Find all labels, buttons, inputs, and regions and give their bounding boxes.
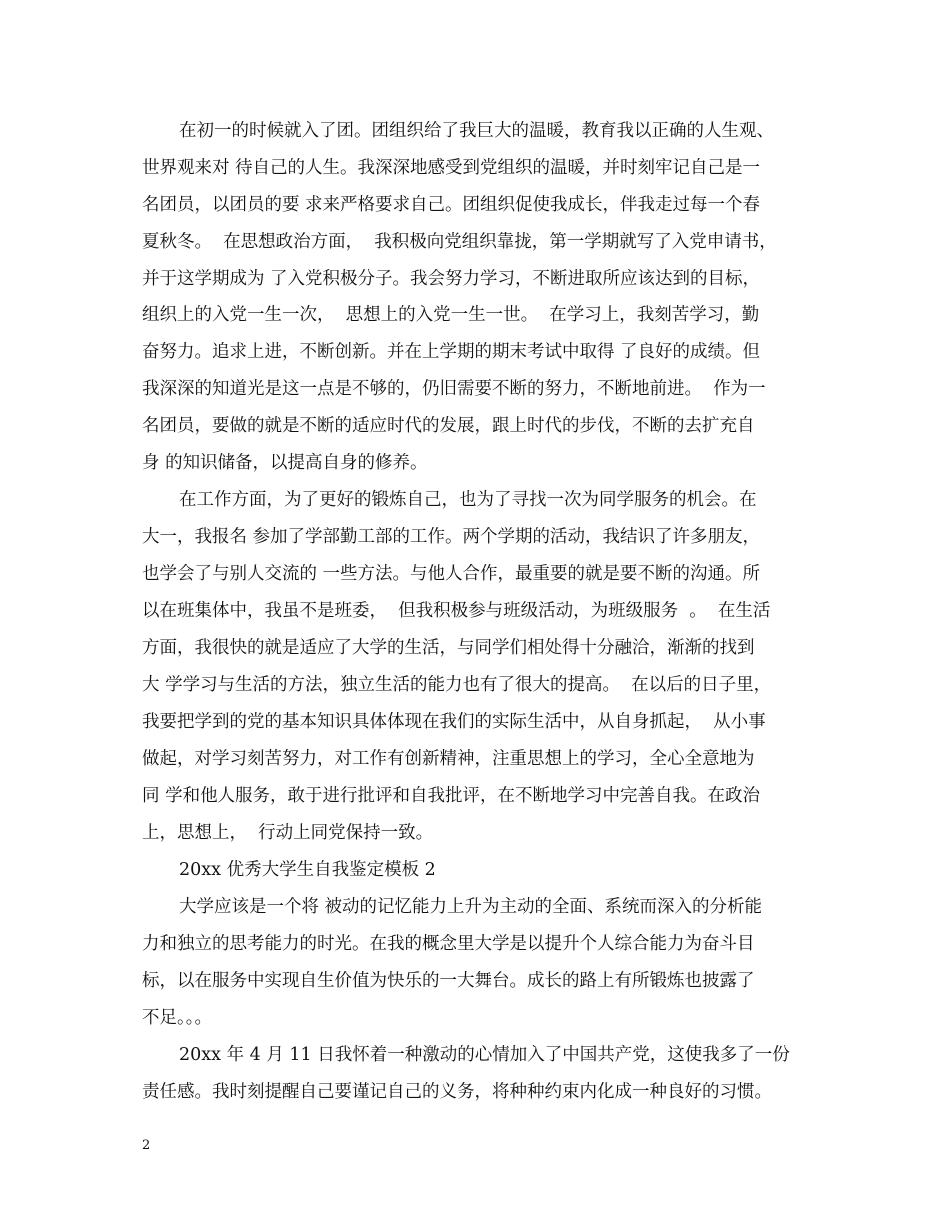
text-line: 我要把学到的党的基本知识具体体现在我们的实际生活中，从自身抓起， 从小事	[142, 712, 766, 732]
text-line: 在工作方面，为了更好的锻炼自己，也为了寻找一次为同学服务的机会。在	[179, 490, 757, 510]
text-line: 名团员，以团员的要 求来严格要求自己。团组织促使我成长，伴我走过每一个春	[142, 195, 761, 215]
text-line: 做起，对学习刻苦努力，对工作有创新精神，注重思想上的学习，全心全意地为	[142, 749, 755, 769]
text-line: 以在班集体中，我虽不是班委， 但我积极参与班级活动，为班级服务 。 在生活	[142, 601, 771, 621]
text-line: 不足。。。	[142, 1008, 212, 1028]
text-line: 我深深的知道光是这一点是不够的，仍旧需要不断的努力，不断地前进。 作为一	[142, 379, 766, 399]
text-line: 名团员，要做的就是不断的适应时代的发展，跟上时代的步伐，不断的去扩充自	[142, 416, 755, 436]
text-line: 世界观来对 待自己的人生。我深深地感受到党组织的温暖，并时刻牢记自己是一	[142, 158, 761, 178]
text-line: 力和独立的思考能力的时光。在我的概念里大学是以提升个人综合能力为奋斗目	[142, 934, 755, 954]
text-line: 身 的知识储备，以提高自身的修养。	[142, 453, 428, 473]
text-line: 组织上的入党一生一次， 思想上的入党一生一世。 在学习上，我刻苦学习，勤	[142, 305, 760, 325]
section-heading: 20xx 优秀大学生自我鉴定模板 2	[179, 860, 436, 880]
text-line: 大一，我报名 参加了学部勤工部的工作。两个学期的活动，我结识了许多朋友，	[142, 527, 761, 547]
text-line: 大 学学习与生活的方法，独立生活的能力也有了很大的提高。 在以后的日子里，	[142, 675, 772, 695]
text-line: 夏秋冬。 在思想政治方面， 我积极向党组织靠拢，第一学期就写了入党申请书，	[142, 232, 777, 252]
text-line: 责任感。我时刻提醒自己要谨记自己的义务，将种种约束内化成一种良好的习惯。	[142, 1082, 772, 1102]
text-line: 并于这学期成为 了入党积极分子。我会努力学习，不断进取所应该达到的目标，	[142, 269, 761, 289]
text-line: 也学会了与别人交流的 一些方法。与他人合作，最重要的就是要不断的沟通。所	[142, 564, 761, 584]
text-line: 标，以在服务中实现自生价值为快乐的一大舞台。成长的路上有所锻炼也披露了	[142, 971, 755, 991]
page-number: 2	[142, 1138, 151, 1153]
text-line: 大学应该是一个将 被动的记忆能力上升为主动的全面、系统而深入的分析能	[179, 897, 763, 917]
text-line: 方面，我很快的就是适应了大学的生活，与同学们相处得十分融洽，渐渐的找到	[142, 638, 755, 658]
text-line: 奋努力。追求上进，不断创新。并在上学期的期末考试中取得 了良好的成绩。但	[142, 342, 761, 362]
text-line: 在初一的时候就入了团。团组织给了我巨大的温暖，教育我以正确的人生观、	[179, 121, 774, 141]
text-line: 同 学和他人服务，敢于进行批评和自我批评，在不断地学习中完善自我。在政治	[142, 786, 761, 806]
text-line: 20xx 年 4 月 11 日我怀着一种激动的心情加入了中国共产党，这使我多了一份	[179, 1045, 790, 1065]
text-line: 上，思想上， 行动上同党保持一致。	[142, 823, 434, 843]
